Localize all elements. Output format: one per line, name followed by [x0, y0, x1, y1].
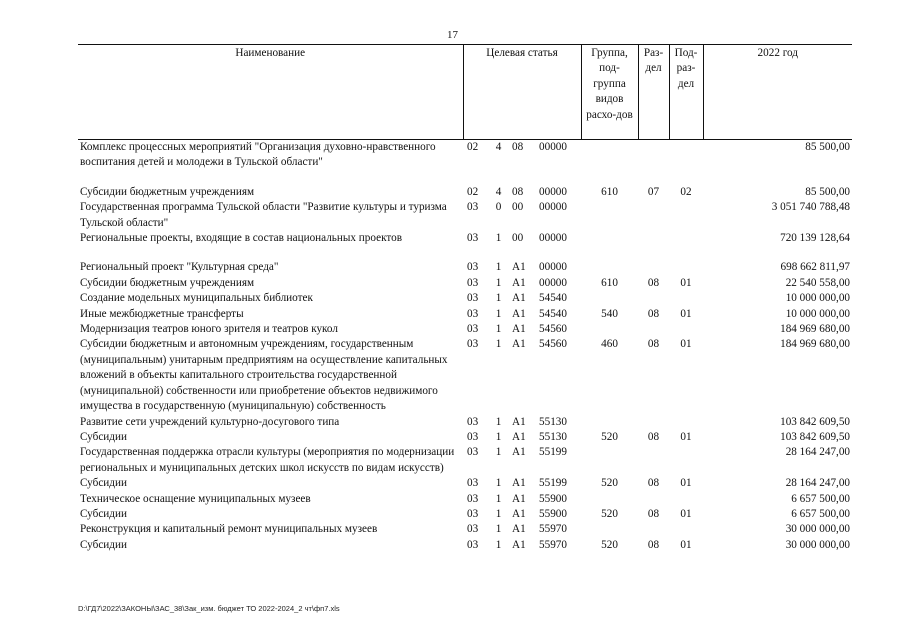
razdel: [638, 492, 669, 507]
target-code-direction: A1: [512, 323, 526, 336]
podrazdel: [669, 445, 703, 476]
target-code-subprogram: 1: [495, 338, 502, 351]
table-row: [78, 445, 852, 476]
amount-2022: 28 164 247,00: [785, 446, 851, 459]
target-code-item: 55130: [539, 430, 567, 443]
spacer-cell: [78, 171, 852, 185]
table-row: [78, 507, 852, 522]
target-code-direction: A1: [512, 538, 526, 551]
expense-group: [581, 200, 638, 231]
target-code-direction: 00: [512, 201, 524, 214]
row-name: Техническое оснащение муниципальных музеев: [80, 492, 311, 505]
target-code-item: 00000: [539, 201, 567, 214]
amount-2022: 3 051 740 788,48: [771, 201, 851, 214]
table-row: [78, 430, 852, 445]
target-code-program: 03: [467, 201, 479, 214]
target-code-program: 03: [467, 523, 479, 536]
target-code-program: 03: [467, 323, 479, 336]
target-code-direction: 00: [512, 232, 524, 245]
expense-group: 460: [601, 338, 618, 351]
target-code-subprogram: 1: [495, 446, 502, 459]
target-code-item: 00000: [539, 185, 567, 198]
target-code-program: 03: [467, 307, 479, 320]
podrazdel: [669, 231, 703, 246]
target-code-item: 54560: [539, 323, 567, 336]
target-code-program: 03: [467, 507, 479, 520]
target-code-item: 00000: [539, 232, 567, 245]
razdel: [638, 200, 669, 231]
table-row: [78, 307, 852, 322]
target-code-direction: A1: [512, 477, 526, 490]
row-name: Субсидии: [80, 477, 127, 490]
table-row: [78, 291, 852, 306]
target-code-subprogram: 1: [495, 507, 502, 520]
amount-2022: 6 657 500,00: [791, 507, 851, 520]
row-name: Создание модельных муниципальных библиотек: [80, 292, 313, 305]
target-code-subprogram: 1: [495, 477, 502, 490]
table-header-row: [78, 45, 852, 140]
target-code-subprogram: 1: [495, 261, 502, 274]
table-row: [78, 476, 852, 491]
header-name: Наименование: [78, 45, 463, 140]
target-code-direction: A1: [512, 446, 526, 459]
row-name: Региональные проекты, входящие в состав национальных проектов: [80, 232, 402, 245]
expense-group: 520: [601, 538, 618, 551]
razdel: 08: [647, 338, 660, 351]
target-code-program: 03: [467, 430, 479, 443]
target-code-direction: A1: [512, 276, 526, 289]
razdel: [638, 231, 669, 246]
razdel: [638, 445, 669, 476]
amount-2022: 85 500,00: [805, 185, 851, 198]
target-code-subprogram: 1: [495, 232, 502, 245]
row-name: Государственная поддержка отрасли культуры (мероприятия по модернизации региональных и муниципальных детских школ искусств по видам искусств): [80, 446, 455, 474]
target-code-subprogram: 1: [495, 307, 502, 320]
podrazdel: [669, 415, 703, 430]
target-code-item: 55199: [539, 446, 567, 459]
razdel: 08: [647, 538, 660, 551]
target-code-direction: 08: [512, 185, 524, 198]
podrazdel: 01: [680, 307, 692, 320]
target-code-program: 02: [467, 141, 479, 153]
target-code-direction: A1: [512, 261, 526, 274]
target-code-program: 03: [467, 415, 479, 428]
expense-group: 610: [601, 276, 618, 289]
target-code-direction: A1: [512, 523, 526, 536]
row-name: Субсидии бюджетным учреждениям: [80, 185, 255, 198]
razdel: [638, 260, 669, 275]
amount-2022: 6 657 500,00: [791, 492, 851, 505]
target-code-direction: A1: [512, 430, 526, 443]
row-name: Региональный проект "Культурная среда": [80, 261, 279, 274]
razdel: [638, 322, 669, 337]
razdel: [638, 140, 669, 171]
podrazdel: [669, 260, 703, 275]
row-name: Иные межбюджетные трансферты: [80, 307, 244, 320]
file-path-footer: D:\ГД7\2022\ЗАКОНЫ\ЗАС_38\Зак_изм. бюджет ТО 2022-2024_2 чт\фп7.xls: [78, 604, 340, 613]
row-spacer: [78, 171, 852, 185]
target-code-program: 03: [467, 292, 479, 305]
target-code-program: 03: [467, 338, 479, 351]
budget-table: [78, 44, 852, 553]
expense-group: [581, 445, 638, 476]
target-code-direction: A1: [512, 507, 526, 520]
podrazdel: 01: [680, 338, 692, 351]
razdel: 08: [647, 276, 660, 289]
target-code-direction: A1: [512, 415, 526, 428]
amount-2022: 28 164 247,00: [785, 477, 851, 490]
target-code-item: 00000: [539, 141, 567, 153]
expense-group: 520: [601, 430, 618, 443]
razdel: 08: [647, 307, 660, 320]
expense-group: [581, 260, 638, 275]
target-code-program: 03: [467, 261, 479, 274]
target-code-program: 03: [467, 276, 479, 289]
expense-group: 540: [601, 307, 618, 320]
podrazdel: [669, 492, 703, 507]
razdel: [638, 522, 669, 537]
razdel: [638, 415, 669, 430]
target-code-subprogram: 1: [495, 415, 502, 428]
target-code-direction: A1: [512, 492, 526, 505]
target-code-program: 03: [467, 538, 479, 551]
target-code-subprogram: 1: [495, 492, 502, 505]
razdel: 08: [647, 430, 660, 443]
expense-group: 610: [601, 185, 618, 198]
amount-2022: 103 842 609,50: [780, 415, 851, 428]
target-code-subprogram: 1: [495, 292, 502, 305]
amount-2022: 698 662 811,97: [780, 261, 851, 274]
podrazdel: 01: [680, 477, 692, 490]
amount-2022: 30 000 000,00: [785, 538, 851, 551]
row-spacer: [78, 246, 852, 260]
table-row: [78, 276, 852, 291]
table-row: [78, 415, 852, 430]
table-row: [78, 538, 852, 553]
table-row: [78, 231, 852, 246]
expense-group: [581, 291, 638, 306]
target-code-direction: A1: [512, 307, 526, 320]
podrazdel: [669, 522, 703, 537]
header-target-article: Целевая статья: [463, 45, 581, 140]
table-body: [78, 140, 852, 554]
target-code-item: 00000: [539, 261, 567, 274]
expense-group: [581, 231, 638, 246]
razdel: 07: [647, 185, 660, 198]
row-name: Субсидии бюджетным и автономным учреждениям, государственным (муниципальным) унитарным предприятиям на осуществление капитальных вложений в объекты капитального строительства государственной (муниципальной) собственности или приобретение объектов недвижимого имущества в государственную (муниципальную) собственность: [80, 338, 448, 413]
header-podrazdel: Под-раз-дел: [669, 45, 703, 140]
target-code-program: 03: [467, 446, 479, 459]
podrazdel: [669, 291, 703, 306]
row-name: Субсидии: [80, 430, 127, 443]
amount-2022: 184 969 680,00: [780, 323, 851, 336]
target-code-item: 55970: [539, 523, 567, 536]
target-code-subprogram: 4: [495, 185, 502, 198]
target-code-subprogram: 1: [495, 538, 502, 551]
table-row: [78, 337, 852, 414]
podrazdel: [669, 140, 703, 171]
podrazdel: [669, 200, 703, 231]
target-code-program: 03: [467, 232, 479, 245]
spacer-cell: [78, 246, 852, 260]
target-code-direction: A1: [512, 292, 526, 305]
podrazdel: 02: [680, 185, 692, 198]
razdel: [638, 291, 669, 306]
target-code-program: 02: [467, 185, 479, 198]
table-row: [78, 185, 852, 200]
podrazdel: 01: [680, 430, 692, 443]
header-year-2022: 2022 год: [703, 45, 852, 140]
expense-group: [581, 492, 638, 507]
row-name: Субсидии бюджетным учреждениям: [80, 276, 255, 289]
expense-group: 520: [601, 507, 618, 520]
podrazdel: 01: [680, 538, 692, 551]
amount-2022: 10 000 000,00: [785, 307, 851, 320]
target-code-item: 54540: [539, 292, 567, 305]
target-code-item: 55130: [539, 415, 567, 428]
target-code-subprogram: 4: [495, 141, 502, 153]
target-code-subprogram: 0: [495, 201, 502, 214]
row-name: Субсидии: [80, 507, 127, 520]
target-code-item: 55900: [539, 507, 567, 520]
row-name: Комплекс процессных мероприятий "Организация духовно-нравственного воспитания детей и молодежи в Тульской области": [80, 141, 436, 169]
target-code-item: 55900: [539, 492, 567, 505]
razdel: 08: [647, 477, 660, 490]
row-name: Развитие сети учреждений культурно-досугового типа: [80, 415, 340, 428]
amount-2022: 85 500,00: [805, 141, 851, 153]
header-expense-group: Группа, под-группа видов расхо-дов: [581, 45, 638, 140]
row-name: Субсидии: [80, 538, 127, 551]
row-name: Реконструкция и капитальный ремонт муниципальных музеев: [80, 523, 378, 536]
target-code-subprogram: 1: [495, 523, 502, 536]
table-row: [78, 260, 852, 275]
amount-2022: 30 000 000,00: [785, 523, 851, 536]
row-name: Государственная программа Тульской области "Развитие культуры и туризма Тульской области": [80, 201, 447, 229]
target-code-subprogram: 1: [495, 430, 502, 443]
amount-2022: 10 000 000,00: [785, 292, 851, 305]
target-code-program: 03: [467, 477, 479, 490]
expense-group: 520: [601, 477, 618, 490]
table-row: [78, 322, 852, 337]
razdel: 08: [647, 507, 660, 520]
podrazdel: 01: [680, 507, 692, 520]
row-name: Модернизация театров юного зрителя и театров кукол: [80, 323, 338, 336]
target-code-program: 03: [467, 492, 479, 505]
table-row: [78, 492, 852, 507]
target-code-item: 00000: [539, 276, 567, 289]
table-row: [78, 200, 852, 231]
podrazdel: 01: [680, 276, 692, 289]
amount-2022: 720 139 128,64: [780, 232, 851, 245]
podrazdel: [669, 322, 703, 337]
target-code-item: 55970: [539, 538, 567, 551]
expense-group: [581, 322, 638, 337]
expense-group: [581, 522, 638, 537]
page-number: 17: [447, 29, 458, 41]
target-code-subprogram: 1: [495, 323, 502, 336]
target-code-direction: 08: [512, 141, 524, 153]
expense-group: [581, 415, 638, 430]
target-code-direction: A1: [512, 338, 526, 351]
amount-2022: 184 969 680,00: [780, 338, 851, 351]
table-row: [78, 522, 852, 537]
target-code-item: 54540: [539, 307, 567, 320]
target-code-item: 55199: [539, 477, 567, 490]
header-razdel: Раз-дел: [638, 45, 669, 140]
amount-2022: 103 842 609,50: [780, 430, 851, 443]
target-code-item: 54560: [539, 338, 567, 351]
amount-2022: 22 540 558,00: [785, 276, 851, 289]
expense-group: [581, 140, 638, 171]
target-code-subprogram: 1: [495, 276, 502, 289]
table-row: [78, 140, 852, 171]
